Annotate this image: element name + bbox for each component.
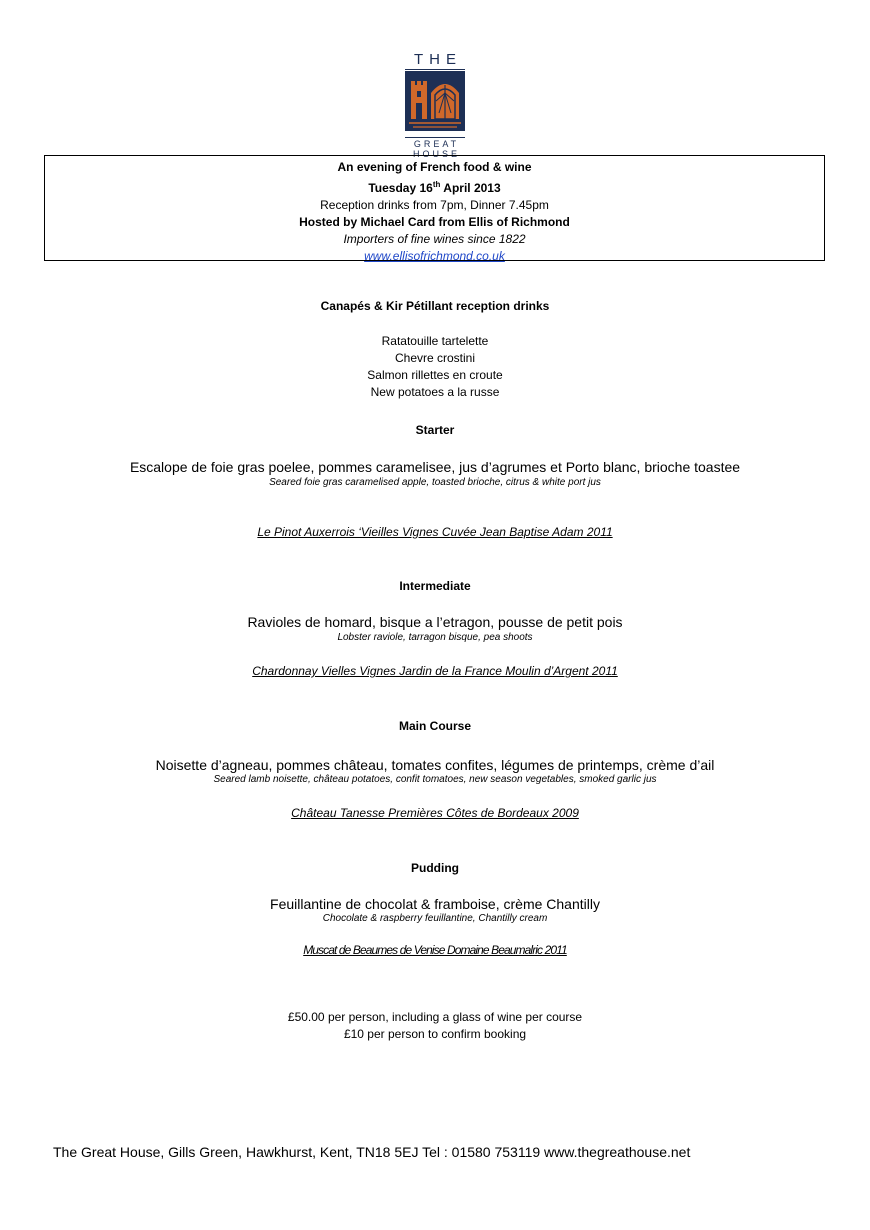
ellis-of-richmond-link[interactable]: www.ellisofrichmond.co.uk [364, 249, 505, 263]
intermediate-wine: Chardonnay Vielles Vignes Jardin de la France Moulin d’Argent 2011 [252, 664, 618, 678]
pudding-heading: Pudding [411, 861, 459, 875]
pudding-wine: Muscat de Beaumes de Venise Domaine Beaumalric 2011 [303, 943, 567, 957]
intermediate-heading: Intermediate [399, 579, 471, 593]
the-great-house-logo [405, 51, 465, 159]
reception-item: Salmon rillettes en croute [367, 368, 503, 382]
main-course-wine: Château Tanesse Premières Côtes de Bordeaux 2009 [291, 806, 579, 820]
logo-top-text: THE [414, 51, 462, 68]
event-times: Reception drinks from 7pm, Dinner 7.45pm [320, 198, 549, 212]
reception-item: Ratatouille tartelette [381, 334, 489, 348]
pudding-dish: Feuillantine de chocolat & framboise, crème Chantilly [270, 896, 600, 912]
logo-bottom-text-great: GREAT [413, 139, 460, 149]
starter-translation: Seared foie gras caramelised apple, toasted brioche, citrus & white port jus [269, 477, 601, 488]
price-per-person: £50.00 per person, including a glass of wine per course [287, 1010, 583, 1024]
main-course-dish: Noisette d’agneau, pommes château, tomates confites, légumes de printemps, crème d’ail [155, 757, 715, 773]
starter-heading: Starter [415, 423, 455, 437]
reception-heading: Canapés & Kir Pétillant reception drinks [320, 299, 550, 313]
main-course-heading: Main Course [398, 719, 471, 733]
intermediate-translation: Lobster raviole, tarragon bisque, pea shoots [337, 632, 533, 643]
pudding-translation: Chocolate & raspberry feuillantine, Chantilly cream [322, 913, 548, 924]
main-course-translation: Seared lamb noisette, château potatoes, confit tomatoes, new season vegetables, smoked garlic jus [213, 774, 657, 785]
intermediate-dish: Ravioles de homard, bisque a l’etragon, pousse de petit pois [247, 614, 623, 630]
starter-dish: Escalope de foie gras poelee, pommes caramelisee, jus d’agrumes et Porto blanc, brioche toastee [129, 459, 741, 475]
logo-emblem-icon [405, 71, 465, 131]
footer-address: The Great House, Gills Green, Hawkhurst, Kent, TN18 5EJ Tel : 01580 753119 www.thegreathouse.net [53, 1144, 691, 1160]
logo-bottom-text-house: HOUSE [412, 149, 460, 159]
host-tagline: Importers of fine wines since 1822 [343, 232, 526, 246]
reception-item: New potatoes a la russe [370, 385, 500, 399]
booking-deposit: £10 per person to confirm booking [343, 1027, 527, 1041]
starter-wine: Le Pinot Auxerrois ‘Vieilles Vignes Cuvée Jean Baptise Adam 2011 [257, 525, 613, 539]
event-title: An evening of French food & wine [337, 160, 532, 174]
reception-item: Chevre crostini [394, 351, 476, 365]
event-date: Tuesday 16th April 2013 [368, 180, 501, 195]
event-header-box [44, 155, 825, 261]
event-host: Hosted by Michael Card from Ellis of Richmond [299, 215, 570, 229]
